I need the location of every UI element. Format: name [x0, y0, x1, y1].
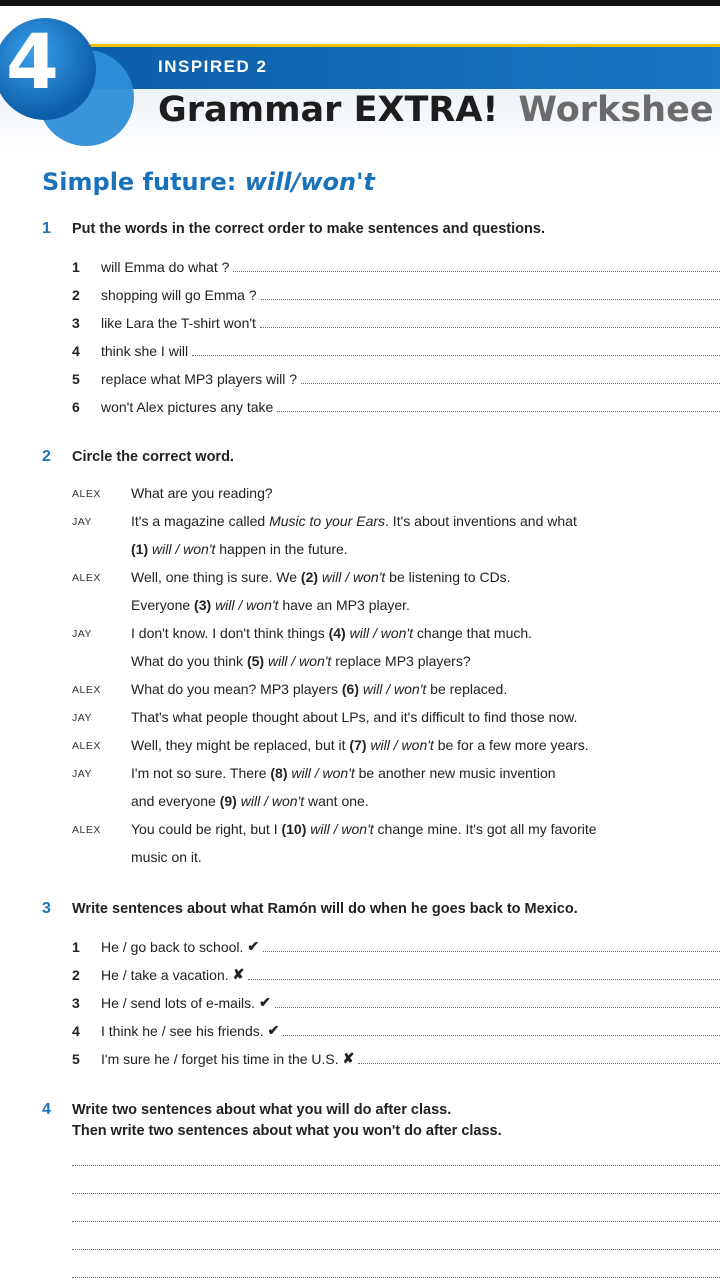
dialogue-line	[72, 483, 712, 503]
dialogue-line	[72, 623, 712, 643]
writing-line[interactable]	[72, 1248, 720, 1250]
title-worksheet: Workshee	[518, 90, 714, 130]
circle-options[interactable]: will / won't	[370, 737, 434, 753]
dialogue-line	[72, 763, 712, 783]
dialogue-text-start: That's what people thought about LPs, and it's difficult to find those now.	[131, 709, 578, 725]
page-title	[158, 90, 714, 130]
gap-number: (3)	[194, 597, 212, 613]
dialogue-text-start: It's a magazine called	[131, 513, 270, 529]
dialogue-text	[131, 539, 348, 559]
circle-options[interactable]: will / won't	[291, 765, 355, 781]
dialogue-text	[131, 707, 577, 727]
dialogue-text	[131, 483, 273, 503]
exercise-1-item	[72, 339, 720, 359]
circle-options[interactable]: will / won't	[362, 681, 427, 697]
dialogue-line	[72, 847, 712, 867]
speaker-name: ALEX	[72, 488, 101, 500]
exercise-2-instruction: Circle the correct word.	[72, 449, 234, 465]
dialogue-text-end: change that much.	[416, 625, 533, 641]
circle-options[interactable]: will / won't	[349, 625, 413, 641]
writing-line[interactable]	[72, 1276, 720, 1278]
dialogue-line	[72, 651, 712, 671]
dialogue-line	[72, 819, 712, 839]
exercise-3-item	[72, 1019, 720, 1039]
section-title-plain: Simple future:	[42, 168, 245, 196]
dialogue-text-end: replace MP3 players?	[335, 653, 471, 669]
answer-line[interactable]	[277, 410, 720, 412]
exercise-3-instruction: Write sentences about what Ramón will do when he goes back to Mexico.	[72, 901, 578, 917]
gap-number: (5)	[246, 653, 265, 669]
dialogue-text-end: happen in the future.	[219, 541, 348, 557]
circle-options[interactable]: will / won't	[321, 569, 386, 585]
item-number: 1	[72, 939, 80, 955]
exercise-1-item	[72, 367, 720, 387]
answer-line[interactable]	[283, 1034, 720, 1036]
exercise-1-number: 1	[42, 220, 51, 237]
dialogue-text-end: have an MP3 player.	[282, 597, 410, 613]
exercise-4-instruction	[72, 1100, 502, 1142]
magazine-title: Music to your Ears	[269, 513, 386, 529]
item-prompt: shopping will go Emma ?	[101, 287, 257, 303]
item-prompt: won't Alex pictures any take	[101, 399, 274, 415]
exercise-3-item	[72, 1047, 720, 1067]
dialogue-text	[131, 623, 532, 643]
dialogue-line	[72, 679, 712, 699]
gap-number: (7)	[349, 737, 367, 753]
exercise-3-item	[72, 991, 720, 1011]
item-number: 6	[72, 399, 80, 415]
writing-line[interactable]	[72, 1192, 720, 1194]
gap-number: (6)	[341, 681, 360, 697]
gap-number: (8)	[270, 765, 288, 781]
exercise-3-number: 3	[42, 900, 51, 917]
speaker-name: JAY	[72, 516, 92, 528]
dialogue-text	[131, 735, 589, 755]
dialogue-text-start: music on it.	[131, 849, 202, 865]
dialogue-text	[131, 651, 471, 671]
dialogue-text-start: I'm not so sure. There	[131, 765, 271, 781]
exercise-4-number: 4	[42, 1101, 51, 1118]
exercise-4-instruction-line-2: Then write two sentences about what you won't do after class.	[72, 1123, 502, 1139]
dialogue-text-start: What are you reading?	[131, 485, 273, 501]
unit-number: 4	[6, 17, 59, 106]
exercise-3-item	[72, 963, 720, 983]
circle-options[interactable]: will / won't	[310, 821, 374, 837]
item-number: 1	[72, 259, 80, 275]
speaker-name: JAY	[72, 768, 92, 780]
speaker-name: ALEX	[72, 740, 101, 752]
dialogue-line	[72, 567, 712, 587]
item-number: 5	[72, 1051, 80, 1067]
cross-icon: ✘	[342, 1050, 355, 1066]
circle-options[interactable]: will / won't	[215, 597, 279, 613]
exercise-1-item	[72, 283, 720, 303]
dialogue-text	[131, 763, 556, 783]
dialogue-text-start: Well, one thing is sure. We	[131, 569, 301, 585]
gap-number: (2)	[300, 569, 319, 585]
dialogue-line	[72, 511, 712, 531]
dialogue-text-start: I don't know. I don't think things	[131, 625, 329, 641]
gap-number: (1)	[131, 541, 149, 557]
item-prompt: like Lara the T-shirt won't	[101, 315, 256, 331]
circle-options[interactable]: will / won't	[152, 541, 216, 557]
item-prompt: He / send lots of e-mails.	[101, 995, 256, 1011]
section-title-italic: will/won't	[244, 168, 375, 196]
item-prompt: I'm sure he / forget his time in the U.S.	[101, 1051, 339, 1067]
item-number: 5	[72, 371, 80, 387]
section-title	[42, 168, 375, 196]
dialogue-line	[72, 595, 712, 615]
dialogue-text-start: What do you think	[131, 653, 247, 669]
dialogue-text	[131, 679, 507, 699]
dialogue-line	[72, 539, 712, 559]
dialogue-text	[131, 819, 597, 839]
dialogue-text-end: be listening to CDs.	[389, 569, 511, 585]
item-prompt: replace what MP3 players will ?	[101, 371, 298, 387]
dialogue-text-end: want one.	[308, 793, 369, 809]
item-prompt: think she I will	[101, 343, 189, 359]
circle-options[interactable]: will / won't	[267, 653, 332, 669]
item-prompt: will Emma do what ?	[101, 259, 230, 275]
speaker-name: ALEX	[72, 684, 101, 696]
dialogue-text-start: Everyone	[131, 597, 195, 613]
dialogue-line	[72, 707, 712, 727]
answer-line[interactable]	[275, 1006, 720, 1008]
series-name: INSPIRED 2	[158, 57, 268, 76]
gap-number: (10)	[281, 821, 307, 837]
check-icon: ✔	[247, 938, 260, 954]
item-number: 2	[72, 967, 80, 983]
answer-line[interactable]	[358, 1062, 720, 1064]
answer-line[interactable]	[248, 978, 720, 980]
dialogue-text-end: be for a few more years.	[437, 737, 589, 753]
cross-icon: ✘	[232, 966, 245, 982]
dialogue-line	[72, 791, 712, 811]
circle-options[interactable]: will / won't	[240, 793, 305, 809]
exercise-2-number: 2	[42, 448, 51, 465]
speaker-name: ALEX	[72, 572, 101, 584]
item-number: 3	[72, 315, 80, 331]
dialogue-text-start: and everyone	[131, 793, 220, 809]
dialogue-line	[72, 735, 712, 755]
gap-number: (9)	[219, 793, 237, 809]
dialogue-text	[131, 791, 369, 811]
answer-line[interactable]	[260, 326, 720, 328]
item-number: 3	[72, 995, 80, 1011]
dialogue-text	[131, 567, 511, 587]
dialogue-text-end: be another new music invention	[358, 765, 556, 781]
speaker-name: JAY	[72, 628, 92, 640]
check-icon: ✔	[259, 994, 271, 1010]
gap-number: (4)	[328, 625, 346, 641]
exercise-1-instruction: Put the words in the correct order to make sentences and questions.	[72, 221, 545, 237]
answer-line[interactable]	[263, 950, 720, 952]
dialogue-text-end: be replaced.	[430, 681, 508, 697]
title-text: Grammar EXTRA!	[158, 90, 499, 130]
item-number: 4	[72, 343, 80, 359]
writing-line[interactable]	[72, 1220, 720, 1222]
dialogue-text	[131, 511, 577, 531]
exercise-1-item	[72, 395, 720, 415]
dialogue-text-start: You could be right, but I	[131, 821, 282, 837]
check-icon: ✔	[267, 1022, 280, 1038]
dialogue-text-start: Well, they might be replaced, but it	[131, 737, 350, 753]
dialogue-text-cont: . It's about inventions and what	[385, 513, 577, 529]
exercise-1-item	[72, 255, 720, 275]
exercise-4-instruction-line-1: Write two sentences about what you will do after class.	[72, 1102, 452, 1118]
item-number: 4	[72, 1023, 80, 1039]
item-prompt: I think he / see his friends.	[101, 1023, 264, 1039]
dialogue-text-end: change mine. It's got all my favorite	[377, 821, 597, 837]
answer-line[interactable]	[301, 382, 720, 384]
speaker-name: JAY	[72, 712, 92, 724]
dialogue-text	[131, 847, 202, 867]
item-prompt: He / go back to school.	[101, 939, 244, 955]
writing-line[interactable]	[72, 1164, 720, 1166]
dialogue-text	[131, 595, 410, 615]
item-number: 2	[72, 287, 80, 303]
speaker-name: ALEX	[72, 824, 101, 836]
exercise-3-item	[72, 935, 720, 955]
exercise-1-item	[72, 311, 720, 331]
answer-line[interactable]	[261, 298, 720, 300]
item-prompt: He / take a vacation.	[101, 967, 229, 983]
dialogue-text-start: What do you mean? MP3 players	[131, 681, 342, 697]
answer-line[interactable]	[233, 270, 720, 272]
answer-line[interactable]	[192, 354, 720, 356]
top-edge-bar	[0, 0, 720, 6]
